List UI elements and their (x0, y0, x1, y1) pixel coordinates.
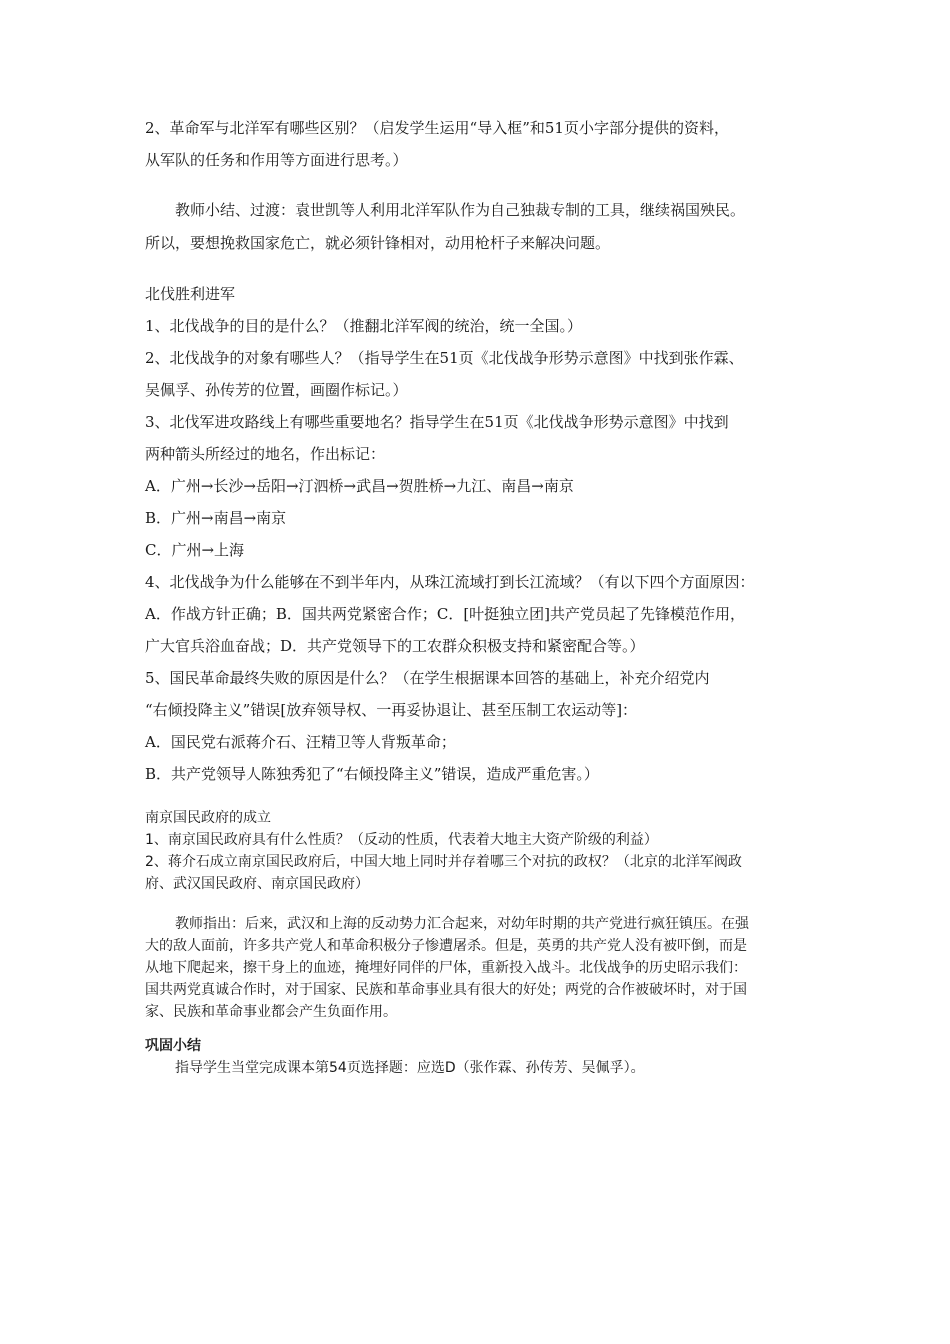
expedition-line: 3、北伐军进攻路线上有哪些重要地名？指导学生在51页《北伐战争形势示意图》中找到 (145, 413, 729, 431)
teacher-summary-line-2: 所以，要想挽救国家危亡，就必须针锋相对，动用枪杆子来解决问题。 (145, 234, 611, 252)
expedition-line: 广大官兵浴血奋战；D．共产党领导下的工农群众积极支持和紧密配合等。） (145, 637, 645, 655)
expedition-line: 5、国民革命最终失败的原因是什么？（在学生根据课本回答的基础上，补充介绍党内 (145, 669, 710, 687)
consolidation-summary-heading: 巩固小结 (145, 1038, 201, 1054)
expedition-line: 吴佩孚、孙传芳的位置，画圈作标记。） (145, 381, 408, 399)
teacher-note-line: 家、民族和革命事业都会产生负面作用。 (145, 1004, 397, 1020)
expedition-line: C．广州→上海 (145, 541, 245, 559)
question-2-line-1: 2、革命军与北洋军有哪些区别？（启发学生运用“导入框”和51页小字部分提供的资料， (145, 119, 729, 137)
question-2-line-2: 从军队的任务和作用等方面进行思考。） (145, 151, 408, 169)
expedition-line: 2、北伐战争的对象有哪些人？（指导学生在51页《北伐战争形势示意图》中找到张作霖、 (145, 349, 744, 367)
nanjing-line: 1、南京国民政府具有什么性质？（反动的性质，代表着大地主大资产阶级的利益） (145, 832, 658, 848)
expedition-line: A．国民党右派蒋介石、汪精卫等人背叛革命； (145, 733, 456, 751)
nanjing-line: 府、武汉国民政府、南京国民政府） (145, 876, 369, 892)
expedition-line: 4、北伐战争为什么能够在不到半年内，从珠江流域打到长江流域？（有以下四个方面原因： (145, 573, 755, 591)
expedition-line: 两种箭头所经过的地名，作出标记： (145, 445, 386, 463)
expedition-line: A．作战方针正确；B．国共两党紧密合作；C．[叶挺独立团]共产党员起了先锋模范作用， (145, 605, 746, 623)
expedition-line: “右倾投降主义”错误[放弃领导权、一再妥协退让、甚至压制工农运动等]： (145, 701, 638, 719)
teacher-note-line: 教师指出：后来，武汉和上海的反动势力汇合起来，对幼年时期的共产党进行疯狂镇压。在强 (175, 916, 749, 932)
teacher-note-line: 从地下爬起来，擦干身上的血迹，掩埋好同伴的尸体，重新投入战斗。北伐战争的历史昭示我们： (145, 960, 747, 976)
teacher-note-line: 大的敌人面前，许多共产党人和革命积极分子惨遭屠杀。但是，英勇的共产党人没有被吓倒，而是 (145, 938, 747, 954)
expedition-line: 1、北伐战争的目的是什么？（推翻北洋军阀的统治，统一全国。） (145, 317, 583, 335)
teacher-summary-line-1: 教师小结、过渡：袁世凯等人利用北洋军队作为自己独裁专制的工具，继续祸国殃民。 (175, 201, 746, 219)
nanjing-line: 2、蒋介石成立南京国民政府后，中国大地上同时并存着哪三个对抗的政权？（北京的北洋军阀政 (145, 854, 742, 870)
northern-expedition-heading: 北伐胜利进军 (145, 285, 236, 303)
expedition-line: A．广州→长沙→岳阳→汀泗桥→武昌→贺胜桥→九江、南昌→南京 (145, 477, 574, 495)
teacher-note-line: 国共两党真诚合作时，对于国家、民族和革命事业具有很大的好处；两党的合作被破坏时，对于国 (145, 982, 747, 998)
expedition-line: B．广州→南昌→南京 (145, 509, 287, 527)
expedition-line: B．共产党领导人陈独秀犯了“右倾投降主义”错误，造成严重危害。） (145, 765, 599, 783)
nanjing-government-heading: 南京国民政府的成立 (145, 810, 271, 826)
consolidation-summary-line: 指导学生当堂完成课本第54页选择题：应选D（张作霖、孙传芳、吴佩孚）。 (175, 1060, 645, 1076)
